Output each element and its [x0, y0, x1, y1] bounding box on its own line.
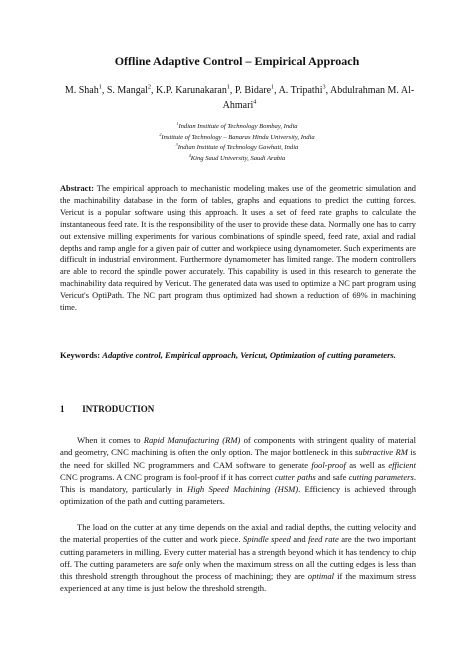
emphasis-run: optimal [307, 571, 335, 582]
abstract-text: The empirical approach to mechanistic modeling makes use of the geometric simulation and the machinability database in the form of tables, graphs and equations to predict the cutting forces. Vericut is a popular software using this approach. It uses a set of feed rate graphs to calculate the instantaneous feed rate. It is the responsibility of the user to provide these data. Normally one has to carry out extensive milling experiments for various combinations of spindle speed, feed rate, axial and radial depths and ramp angle for a given pair of cutter and workpiece using dynamometer. Such experiments are difficult in industrial environment. Furthermore dynamometer has limited range. The modern controllers are able to record the spindle power accurately. This capability is used in this research to generate the machinability data required by Vericut. The generated data was used to optimize a NC part program using Vericut's OptiPath. The NC part program thus optimized had shown a reduction of 69% in machining time. [60, 184, 416, 313]
affiliation-mark: 3 [175, 141, 178, 147]
emphasis-run: safe [168, 558, 183, 569]
emphasis-run: Spindle speed [242, 534, 291, 545]
body-paragraph-1 [60, 434, 416, 508]
keywords-text: Adaptive control, Empirical approach, Vericut, Optimization of cutting parameters. [102, 350, 396, 360]
section-heading [60, 404, 154, 414]
text-run: CNC programs. A CNC program is fool-proof if it has correct [60, 471, 275, 482]
text-run: are the two important cutting parameters in milling. Every cutter material has a strength beyond which it has tendency to chip off. The cutting parameters are [60, 534, 416, 569]
emphasis-run: High Speed Machining (HSM) [187, 484, 299, 495]
author [107, 85, 151, 96]
author-name: P. Bidare [234, 85, 272, 96]
affiliation [0, 133, 474, 144]
author [65, 85, 102, 96]
author-affiliation-mark: 2 [147, 83, 152, 91]
text-run: is the need for skilled NC programmers and CAM software to generate [60, 447, 416, 470]
author-name: K.P. Karunakaran [156, 85, 227, 96]
keywords-label: Keywords: [60, 350, 101, 360]
author-name: Abdulrahman M. Al-Ahmari [222, 85, 415, 111]
text-run: and [290, 534, 309, 545]
affiliation [0, 122, 474, 133]
text-run: of components with stringent quality of material and geometry, CNC machining is often the only option. The major bottleneck in this [60, 435, 417, 458]
section-number: 1 [60, 404, 65, 414]
affiliation-text: Indian Institute of Technology Gawhati, India [177, 144, 299, 151]
author-name: A. Tripathi [278, 85, 323, 96]
text-run: . Efficiency is achieved through optimization of the path and cutting parameters. [60, 484, 416, 507]
affiliation-mark: 2 [159, 131, 162, 137]
author-name: M. Shah [64, 85, 99, 96]
author [156, 85, 230, 96]
author-affiliation-mark: 4 [253, 98, 257, 106]
emphasis-run: cutting parameters [348, 471, 414, 482]
abstract [60, 183, 416, 314]
keywords [60, 349, 416, 361]
author [235, 85, 274, 96]
emphasis-run: feed rate [308, 534, 339, 545]
text-run: The load on the cutter at any time depends on the axial and radial depths, the cutting velocity and the material properties of the cutter and work piece. [60, 522, 416, 545]
text-run: and safe [315, 471, 349, 482]
text-run: as well as [345, 459, 389, 470]
abstract-label: Abstract: [60, 184, 94, 193]
author-affiliation-mark: 1 [271, 83, 275, 91]
affiliation-text: Indian Institute of Technology Bombay, India [178, 123, 298, 130]
text-run: When it comes to [77, 435, 144, 445]
affiliation-text: King Saud University, Saudi Arabia [190, 154, 286, 162]
affiliation [0, 143, 474, 154]
author-affiliation-mark: 3 [322, 83, 326, 91]
author-affiliation-mark: 1 [98, 83, 102, 91]
emphasis-run: Rapid Manufacturing (RM) [143, 435, 241, 445]
section-title: INTRODUCTION [82, 404, 155, 414]
affiliation-mark: 1 [176, 120, 179, 126]
affiliation-text: Institute of Technology – Banaras Hindu University, India [161, 133, 315, 141]
author-affiliation-mark: 1 [226, 83, 230, 91]
emphasis-run: efficient [388, 459, 416, 470]
text-run: only when the maximum stress on all the cutting edges is less than this threshold strength throughout the process of machining; they are [60, 558, 417, 582]
author-list: M. Shah$^1$, S. Mangal$^2$, K.P. Karunakaran$^1$, P. Bidare$^1$, A. Tripathi$^3$, Abdulrahman M. Al-Ahmari$^4$ [64, 83, 415, 111]
affiliation-mark: 4 [188, 152, 191, 158]
author-name: S. Mangal [106, 85, 148, 96]
body-paragraph-2 [60, 521, 416, 595]
text-run: if the maximum stress experienced at any time is just below the threshold strength. [60, 571, 416, 594]
affiliation [0, 154, 474, 165]
author [279, 85, 326, 96]
emphasis-run: cutter paths [274, 471, 316, 482]
text-run: . This is mandatory, particularly in [60, 471, 416, 495]
emphasis-run: fool-proof [311, 459, 346, 470]
emphasis-run: subtractive RM [354, 447, 408, 458]
affiliation-list [0, 122, 474, 164]
paper-title: Offline Adaptive Control – Empirical Approach [114, 54, 360, 68]
